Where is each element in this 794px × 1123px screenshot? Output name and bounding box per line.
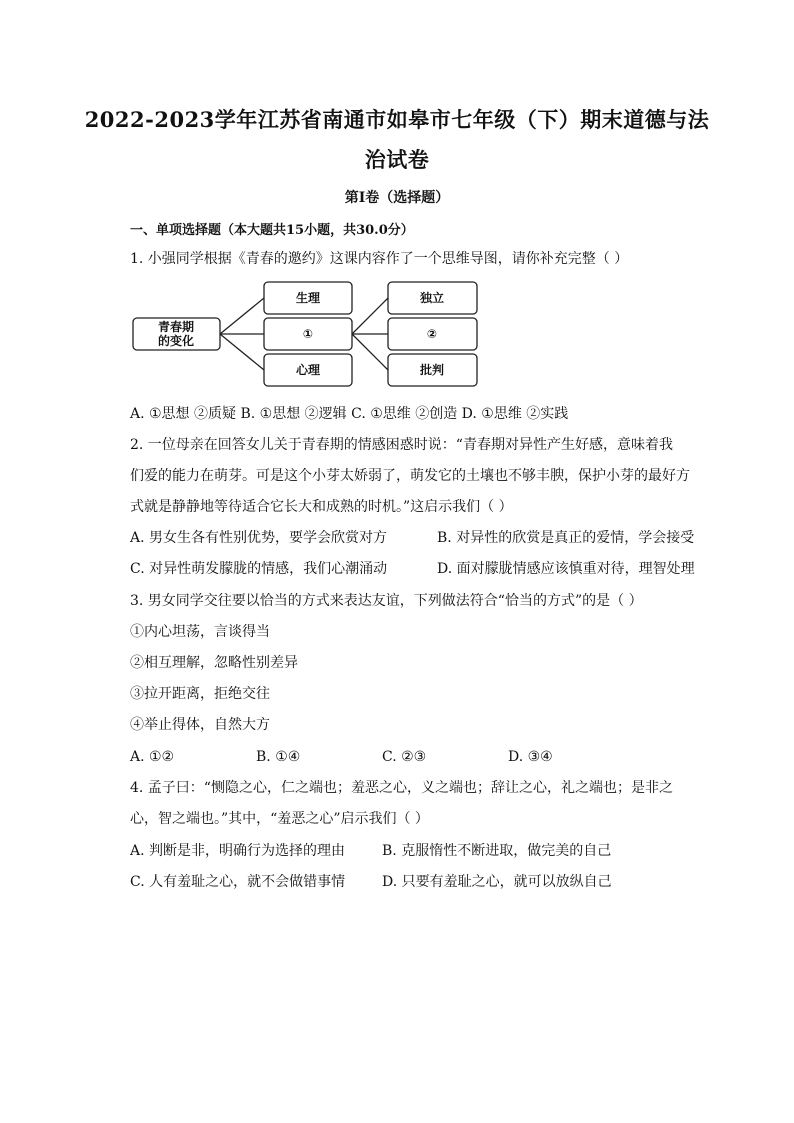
q3-item: ④举止得体，自然大方: [130, 717, 270, 733]
q3-item: ①内心坦荡，言谈得当: [130, 624, 270, 640]
mind-map-connector: [220, 334, 264, 370]
q1-stem: 1. 小强同学根据《青春的邀约》这课内容作了一个思维导图，请你补充完整（ ）: [130, 251, 629, 267]
q2-stem-line: 2. 一位母亲在回答女儿关于青春期的情感困惑时说：“青春期对异性产生好感，意味着我: [130, 437, 673, 453]
q3-option-d: D. ③④: [508, 749, 553, 765]
mind-map-right-label: ②: [426, 327, 438, 341]
q2-option-d: D. 面对朦胧情感应该慎重对待，理智处理: [437, 561, 695, 577]
q4-option-a: A. 判断是非，明确行为选择的理由: [130, 843, 346, 859]
volume-subtitle: 第I卷（选择题）: [344, 190, 450, 206]
exam-title-line2: 治试卷: [364, 147, 430, 172]
mind-map-root-label-2: 的变化: [157, 334, 195, 348]
mind-map-right-label: 独立: [419, 291, 445, 305]
q3-option-b: B. ①④: [256, 749, 301, 765]
section-heading: 一、单项选择题（本大题共15小题，共30.0分）: [130, 223, 414, 238]
q4-option-b: B. 克服惰性不断进取，做完美的自己: [382, 843, 612, 859]
q3-item: ②相互理解，忽略性别差异: [130, 655, 298, 671]
mind-map-mid-label: 心理: [295, 363, 321, 377]
q4-option-c: C. 人有羞耻之心，就不会做错事情: [130, 874, 346, 890]
q3-item: ③拉开距离，拒绝交往: [130, 686, 270, 702]
q3-option-c: C. ②③: [382, 749, 427, 765]
mind-map-mid-label: ①: [302, 327, 314, 341]
mind-map-root-label-1: 青春期: [157, 320, 195, 334]
mind-map-connector: [220, 298, 264, 334]
q4-stem-line: 心，智之端也。”其中，“羞恶之心”启示我们（ ）: [130, 811, 429, 827]
q2-option-a: A. 男女生各有性别优势，要学会欣赏对方: [130, 530, 388, 546]
exam-title-line1: 2022-2023学年江苏省南通市如皋市七年级（下）期末道德与法: [84, 107, 710, 132]
q4-stem-line: 4. 孟子曰：“恻隐之心，仁之端也；羞恶之心，义之端也；辞让之心，礼之端也；是非之: [130, 780, 673, 796]
mind-map-connector: [352, 298, 388, 334]
q2-stem-line: 们爱的能力在萌芽。可是这个小芽太娇弱了，萌发它的土壤也不够丰腴，保护小芽的最好方: [130, 468, 690, 484]
q1-options: A. ①思想 ②质疑 B. ①思想 ②逻辑 C. ①思维 ②创造 D. ①思维 ②实践: [130, 406, 569, 422]
q2-option-b: B. 对异性的欣赏是真正的爱情，学会接受: [437, 530, 695, 546]
q3-option-a: A. ①②: [130, 749, 175, 765]
q2-stem-line: 式就是静静地等待适合它长大和成熟的时机。”这启示我们（ ）: [130, 499, 513, 515]
q3-stem: 3. 男女同学交往要以恰当的方式来表达友谊，下列做法符合“恰当的方式”的是（ ）: [130, 593, 643, 609]
q2-option-c: C. 对异性萌发朦胧的情感，我们心潮涌动: [130, 561, 388, 577]
mind-map-right-label: 批判: [419, 363, 445, 377]
q4-option-d: D. 只要有羞耻之心，就可以放纵自己: [382, 874, 612, 890]
mind-map-connector: [352, 334, 388, 370]
mind-map-mid-label: 生理: [295, 291, 321, 305]
